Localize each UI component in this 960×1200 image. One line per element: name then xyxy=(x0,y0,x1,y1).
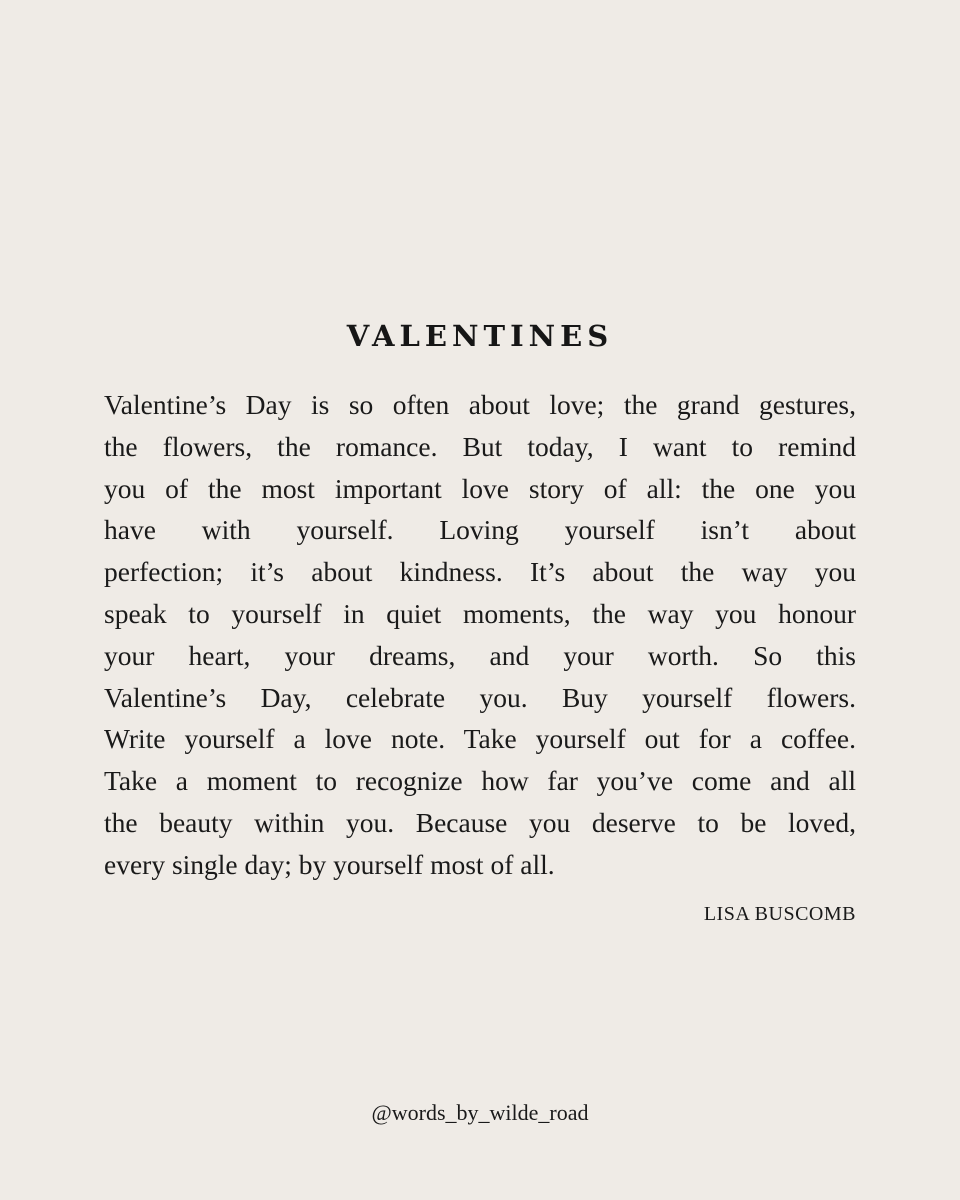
poem-body xyxy=(104,384,856,886)
poem-line: Write yourself a love note. Take yourself out for a coffee. xyxy=(104,723,856,755)
author-name: LISA BUSCOMB xyxy=(703,903,856,925)
poem-line: the flowers, the romance. But today, I want to remind xyxy=(104,430,856,462)
poem-line: you of the most important love story of all: the one you xyxy=(104,472,856,504)
poem-line: your heart, your dreams, and your worth. So this xyxy=(104,639,856,671)
poem-line: speak to yourself in quiet moments, the way you honour xyxy=(104,597,856,629)
poem-line: perfection; it’s about kindness. It’s about the way you xyxy=(104,556,856,588)
poem-line: Take a moment to recognize how far you’ve come and all xyxy=(104,765,856,797)
poem-line: have with yourself. Loving yourself isn’t about xyxy=(104,514,856,546)
social-handle: @words_by_wilde_road xyxy=(371,1100,589,1125)
poem-line: Valentine’s Day is so often about love; the grand gestures, xyxy=(104,389,856,420)
poem-line: every single day; by yourself most of all. xyxy=(104,848,555,880)
poem-title: VALENTINES xyxy=(346,319,614,353)
poem-line: Valentine’s Day, celebrate you. Buy yourself flowers. xyxy=(104,681,856,713)
poem-line: the beauty within you. Because you deserve to be loved, xyxy=(104,806,856,838)
